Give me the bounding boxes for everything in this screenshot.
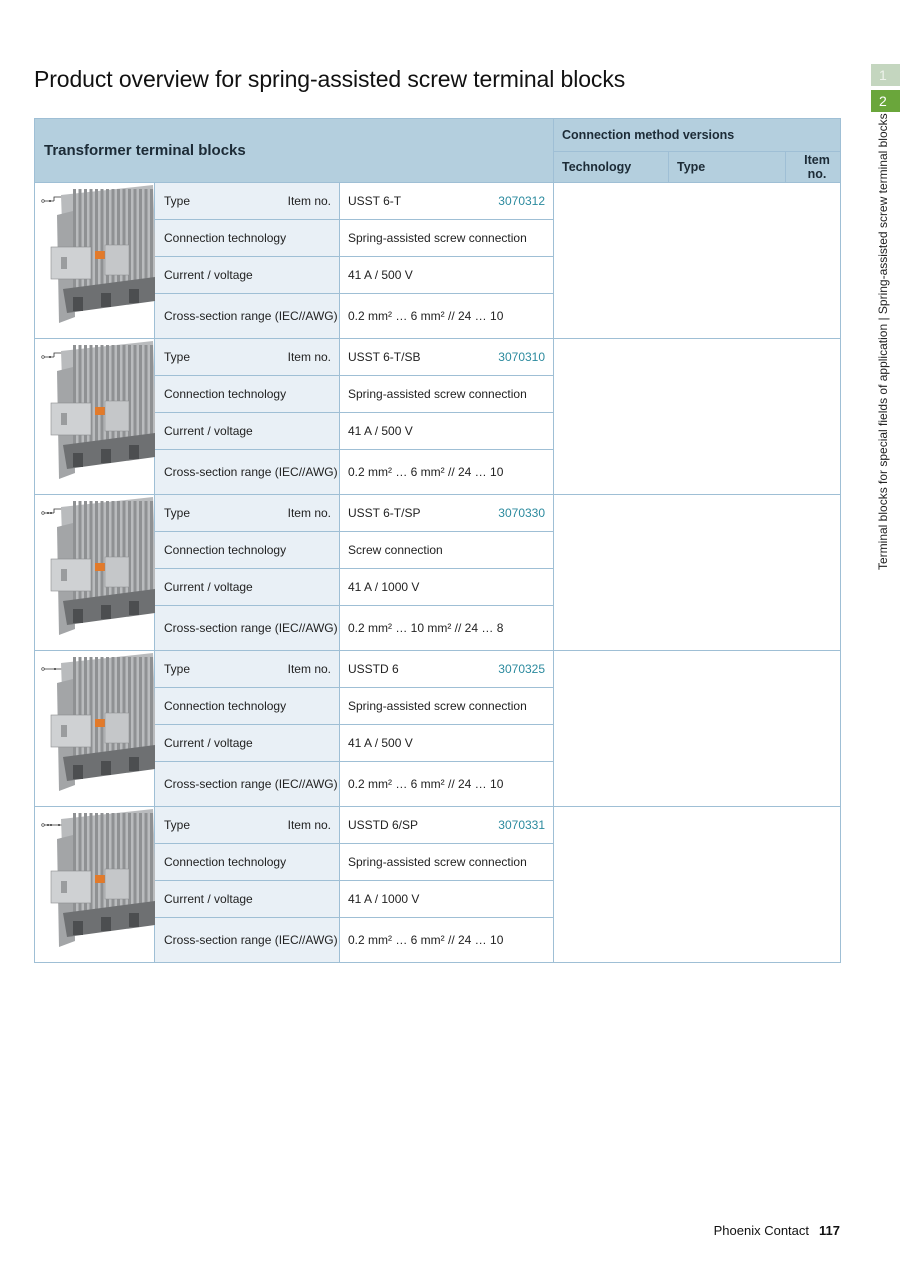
page-number: 117 xyxy=(819,1223,840,1238)
header-connection-method-versions: Connection method versions xyxy=(554,119,841,152)
label-item-no: Item no. xyxy=(287,506,331,520)
page-footer xyxy=(714,1223,840,1238)
product-image-cell xyxy=(35,807,155,963)
label-connection-technology: Connection technology xyxy=(155,688,340,725)
product-item-no[interactable]: 3070310 xyxy=(498,350,546,364)
section-side-title: Terminal blocks for special fields of application | Spring-assisted screw terminal blocks xyxy=(876,113,890,570)
product-item-no[interactable]: 3070330 xyxy=(498,506,546,520)
page-title: Product overview for spring-assisted screw terminal blocks xyxy=(34,66,626,92)
label-current-voltage: Current / voltage xyxy=(155,725,340,762)
terminal-block-image xyxy=(43,341,155,491)
label-current-voltage: Current / voltage xyxy=(155,881,340,918)
label-type: Type xyxy=(164,662,191,676)
chapter-tabs xyxy=(871,64,900,116)
value-type-cell xyxy=(340,339,554,376)
product-row xyxy=(35,807,841,844)
label-type: Type xyxy=(164,506,191,520)
product-cross-section: 0.2 mm² … 10 mm² // 24 … 8 xyxy=(340,606,554,651)
product-cross-section: 0.2 mm² … 6 mm² // 24 … 10 xyxy=(340,918,554,963)
product-cross-section: 0.2 mm² … 6 mm² // 24 … 10 xyxy=(340,762,554,807)
connection-versions-cell xyxy=(554,807,841,963)
label-connection-technology: Connection technology xyxy=(155,376,340,413)
label-type-cell xyxy=(155,495,340,532)
terminal-block-image xyxy=(43,809,155,959)
product-type: USSTD 6 xyxy=(348,662,399,676)
label-item-no: Item no. xyxy=(287,662,331,676)
terminal-block-image xyxy=(43,497,155,647)
terminal-block-image xyxy=(43,653,155,803)
product-row xyxy=(35,183,841,220)
label-cross-section: Cross-section range (IEC//AWG) xyxy=(155,450,340,495)
product-connection-technology: Screw connection xyxy=(340,532,554,569)
product-item-no[interactable]: 3070312 xyxy=(498,194,546,208)
value-type-cell xyxy=(340,651,554,688)
label-cross-section: Cross-section range (IEC//AWG) xyxy=(155,294,340,339)
product-row xyxy=(35,651,841,688)
product-overview-table xyxy=(34,118,841,963)
label-cross-section: Cross-section range (IEC//AWG) xyxy=(155,762,340,807)
product-image-cell xyxy=(35,183,155,339)
product-image-cell xyxy=(35,495,155,651)
product-current-voltage: 41 A / 500 V xyxy=(340,725,554,762)
terminal-block-image xyxy=(43,185,155,335)
label-current-voltage: Current / voltage xyxy=(155,413,340,450)
product-type: USST 6-T xyxy=(348,194,402,208)
label-connection-technology: Connection technology xyxy=(155,532,340,569)
column-header-technology: Technology xyxy=(554,152,669,183)
label-type-cell xyxy=(155,339,340,376)
product-item-no[interactable]: 3070331 xyxy=(498,818,546,832)
product-image-cell xyxy=(35,651,155,807)
product-connection-technology: Spring-assisted screw connection xyxy=(340,688,554,725)
product-current-voltage: 41 A / 500 V xyxy=(340,413,554,450)
connection-versions-cell xyxy=(554,339,841,495)
connection-versions-cell xyxy=(554,183,841,339)
label-item-no: Item no. xyxy=(287,194,331,208)
product-cross-section: 0.2 mm² … 6 mm² // 24 … 10 xyxy=(340,450,554,495)
label-current-voltage: Current / voltage xyxy=(155,257,340,294)
label-item-no: Item no. xyxy=(287,818,331,832)
value-type-cell xyxy=(340,183,554,220)
value-type-cell xyxy=(340,807,554,844)
product-image-cell xyxy=(35,339,155,495)
product-current-voltage: 41 A / 1000 V xyxy=(340,569,554,606)
chapter-tab-2[interactable]: 2 xyxy=(871,90,900,112)
label-cross-section: Cross-section range (IEC//AWG) xyxy=(155,606,340,651)
product-connection-technology: Spring-assisted screw connection xyxy=(340,844,554,881)
column-header-item-no: Item no. xyxy=(786,152,841,183)
label-type: Type xyxy=(164,350,191,364)
label-type: Type xyxy=(164,194,191,208)
product-cross-section: 0.2 mm² … 6 mm² // 24 … 10 xyxy=(340,294,554,339)
chapter-tab-1[interactable]: 1 xyxy=(871,64,900,86)
label-connection-technology: Connection technology xyxy=(155,220,340,257)
footer-brand: Phoenix Contact xyxy=(713,1223,810,1238)
product-connection-technology: Spring-assisted screw connection xyxy=(340,376,554,413)
label-current-voltage: Current / voltage xyxy=(155,569,340,606)
label-cross-section: Cross-section range (IEC//AWG) xyxy=(155,918,340,963)
product-type: USST 6-T/SP xyxy=(348,506,421,520)
label-type-cell xyxy=(155,651,340,688)
label-type-cell xyxy=(155,807,340,844)
product-type: USSTD 6/SP xyxy=(348,818,419,832)
product-item-no[interactable]: 3070325 xyxy=(498,662,546,676)
label-type: Type xyxy=(164,818,191,832)
column-header-type: Type xyxy=(669,152,786,183)
value-type-cell xyxy=(340,495,554,532)
product-connection-technology: Spring-assisted screw connection xyxy=(340,220,554,257)
label-connection-technology: Connection technology xyxy=(155,844,340,881)
label-type-cell xyxy=(155,183,340,220)
product-type: USST 6-T/SB xyxy=(348,350,421,364)
connection-versions-cell xyxy=(554,495,841,651)
product-current-voltage: 41 A / 1000 V xyxy=(340,881,554,918)
product-row xyxy=(35,339,841,376)
label-item-no: Item no. xyxy=(287,350,331,364)
product-current-voltage: 41 A / 500 V xyxy=(340,257,554,294)
product-row xyxy=(35,495,841,532)
connection-versions-cell xyxy=(554,651,841,807)
header-transformer-terminal-blocks: Transformer terminal blocks xyxy=(35,119,554,183)
